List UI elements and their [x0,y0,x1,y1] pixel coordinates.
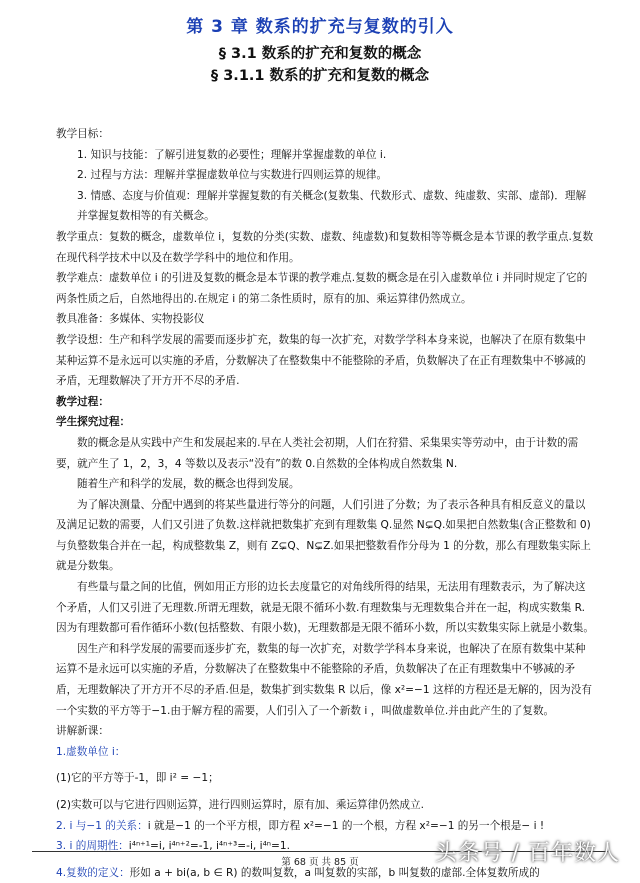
explore-heading: 学生探究过程： [56,416,131,429]
objective-item-3: 3. 情感、态度与价值观：理解并掌握复数的有关概念(复数集、代数形式、虚数、纯虚数、实部、虚部)．理解并掌握复数相等的有关概念。 [77,189,587,223]
process-heading: 教学过程： [56,395,109,408]
tools-paragraph: 教具准备：多媒体、实物投影仪 [56,313,205,326]
imaginary-unit-label: 1.虚数单位 i： [56,745,126,758]
item-2 [56,816,594,837]
paragraph-development: 随着生产和科学的发展，数的概念也得到发展。 [77,478,300,491]
difficulty-paragraph: 教学难点：虚数单位 i 的引进及复数的概念是本节课的教学难点.复数的概念是在引入虚数单位 i 并同时规定了它的两条性质之后，自然地得出的.在规定 i 的第二条性质时，原有的加、乘运算律仍然成立。 [56,272,588,305]
design-paragraph: 教学设想：生产和科学发展的需要而逐步扩充，数集的每一次扩充，对数学学科本身来说，也解决了在原有数集中某种运算不是永远可以实施的矛盾，分数解决了在整数集中不能整除的矛盾，负数解决了在正有理数集中不够减的矛盾，无理数解决了开方开不尽的矛盾. [56,333,586,388]
item-3-label: 3. i 的周期性： [56,840,129,853]
page-number: 第 68 页 共 85 页 [281,857,359,868]
new-lesson-heading: 讲解新课： [56,725,109,738]
watermark: 头条号 / 百年数人 [434,841,620,866]
chapter-title: 第 3 章 数系的扩充与复数的引入 [186,17,454,37]
item-3-text: i⁴ⁿ⁺¹=i, i⁴ⁿ⁺²=-1, i⁴ⁿ⁺³=-i, i⁴ⁿ=1. [128,840,291,853]
property-2: (2)实数可以与它进行四则运算，进行四则运算时，原有加、乘运算律仍然成立. [56,799,424,811]
property-1: (1)它的平方等于-1，即 i² = −1； [56,772,219,785]
objective-item-2: 2. 过程与方法：理解并掌握虚数单位与实数进行四则运算的规律。 [77,169,388,182]
item-4-label: 4.复数的定义： [56,866,130,879]
objective-item-1: 1. 知识与技能：了解引进复数的必要性；理解并掌握虚数的单位 i. [77,148,387,161]
item-4-text: 形如 a + bi(a, b ∈ R) 的数叫复数，a 叫复数的实部，b 叫复数的虚部.全体复数所成的 [129,866,540,879]
item-2-text: i 就是−1 的一个平方根，即方程 x²=−1 的一个根，方程 x²=−1 的另一个根是− i ! [147,819,545,832]
subsection-title: § 3.1.1 数系的扩充和复数的概念 [210,68,430,84]
paragraph-complex-intro: 因生产和科学发展的需要而逐步扩充，数集的每一次扩充，对数学学科本身来说，也解决了在原有数集中某种运算不是永远可以实施的矛盾，分数解决了在整数集中不能整除的矛盾，负数解决了在正有理数集中不够减的矛盾，无理数解决了开方开不尽的矛盾.但是，数集扩到实数集 R 以后，像 x²=−1 这样的方程还是无解的，因为没有一个实数的平方等于−1.由于解方程的需要，人们引入了一个新数 i ，叫做虚数单位.并由此产生的了复数。 [56,642,592,717]
paragraph-irrational: 有些量与量之间的比值，例如用正方形的边长去度量它的对角线所得的结果，无法用有理数表示，为了解决这个矛盾，人们又引进了无理数.所谓无理数，就是无限不循环小数.有理数集与无理数集合并在一起，构成实数集 R.因为有理数都可看作循环小数(包括整数、有限小数)，无理数都是无限不循环小数，所以实数集实际上就是小数集。 [56,581,594,635]
key-point-paragraph: 教学重点：复数的概念，虚数单位 i，复数的分类(实数、虚数、纯虚数)和复数相等等概念是本节课的教学重点.复数在现代科学技术中以及在数学学科中的地位和作用。 [56,230,594,264]
paragraph-rational: 为了解决测量、分配中遇到的将某些量进行等分的问题，人们引进了分数；为了表示各种具有相反意义的量以及满足记数的需要，人们又引进了负数.这样就把数集扩充到有理数集 Q.显然 N⊊Q.如果把自然数集(含正整数和 0)与负整数集合并在一起，构成整数集 Z，则有 Z⊊Q、N⊊Z.如果把整数看作分母为 1 的分数，那么有理数集实际上就是分数集。 [56,498,591,573]
objectives-heading: 教学目标： [56,128,109,140]
document-body [56,124,594,883]
section-title: § 3.1 数系的扩充和复数的概念 [218,46,422,62]
item-2-label: 2. i 与−1 的关系： [56,819,148,832]
paragraph-origin: 数的概念是从实践中产生和发展起来的.早在人类社会初期，人们在狩猎、采集果实等劳动中，由于计数的需要，就产生了 1，2，3，4 等数以及表示“没有”的数 0.自然数的全体构成自然数集 N. [56,436,579,470]
